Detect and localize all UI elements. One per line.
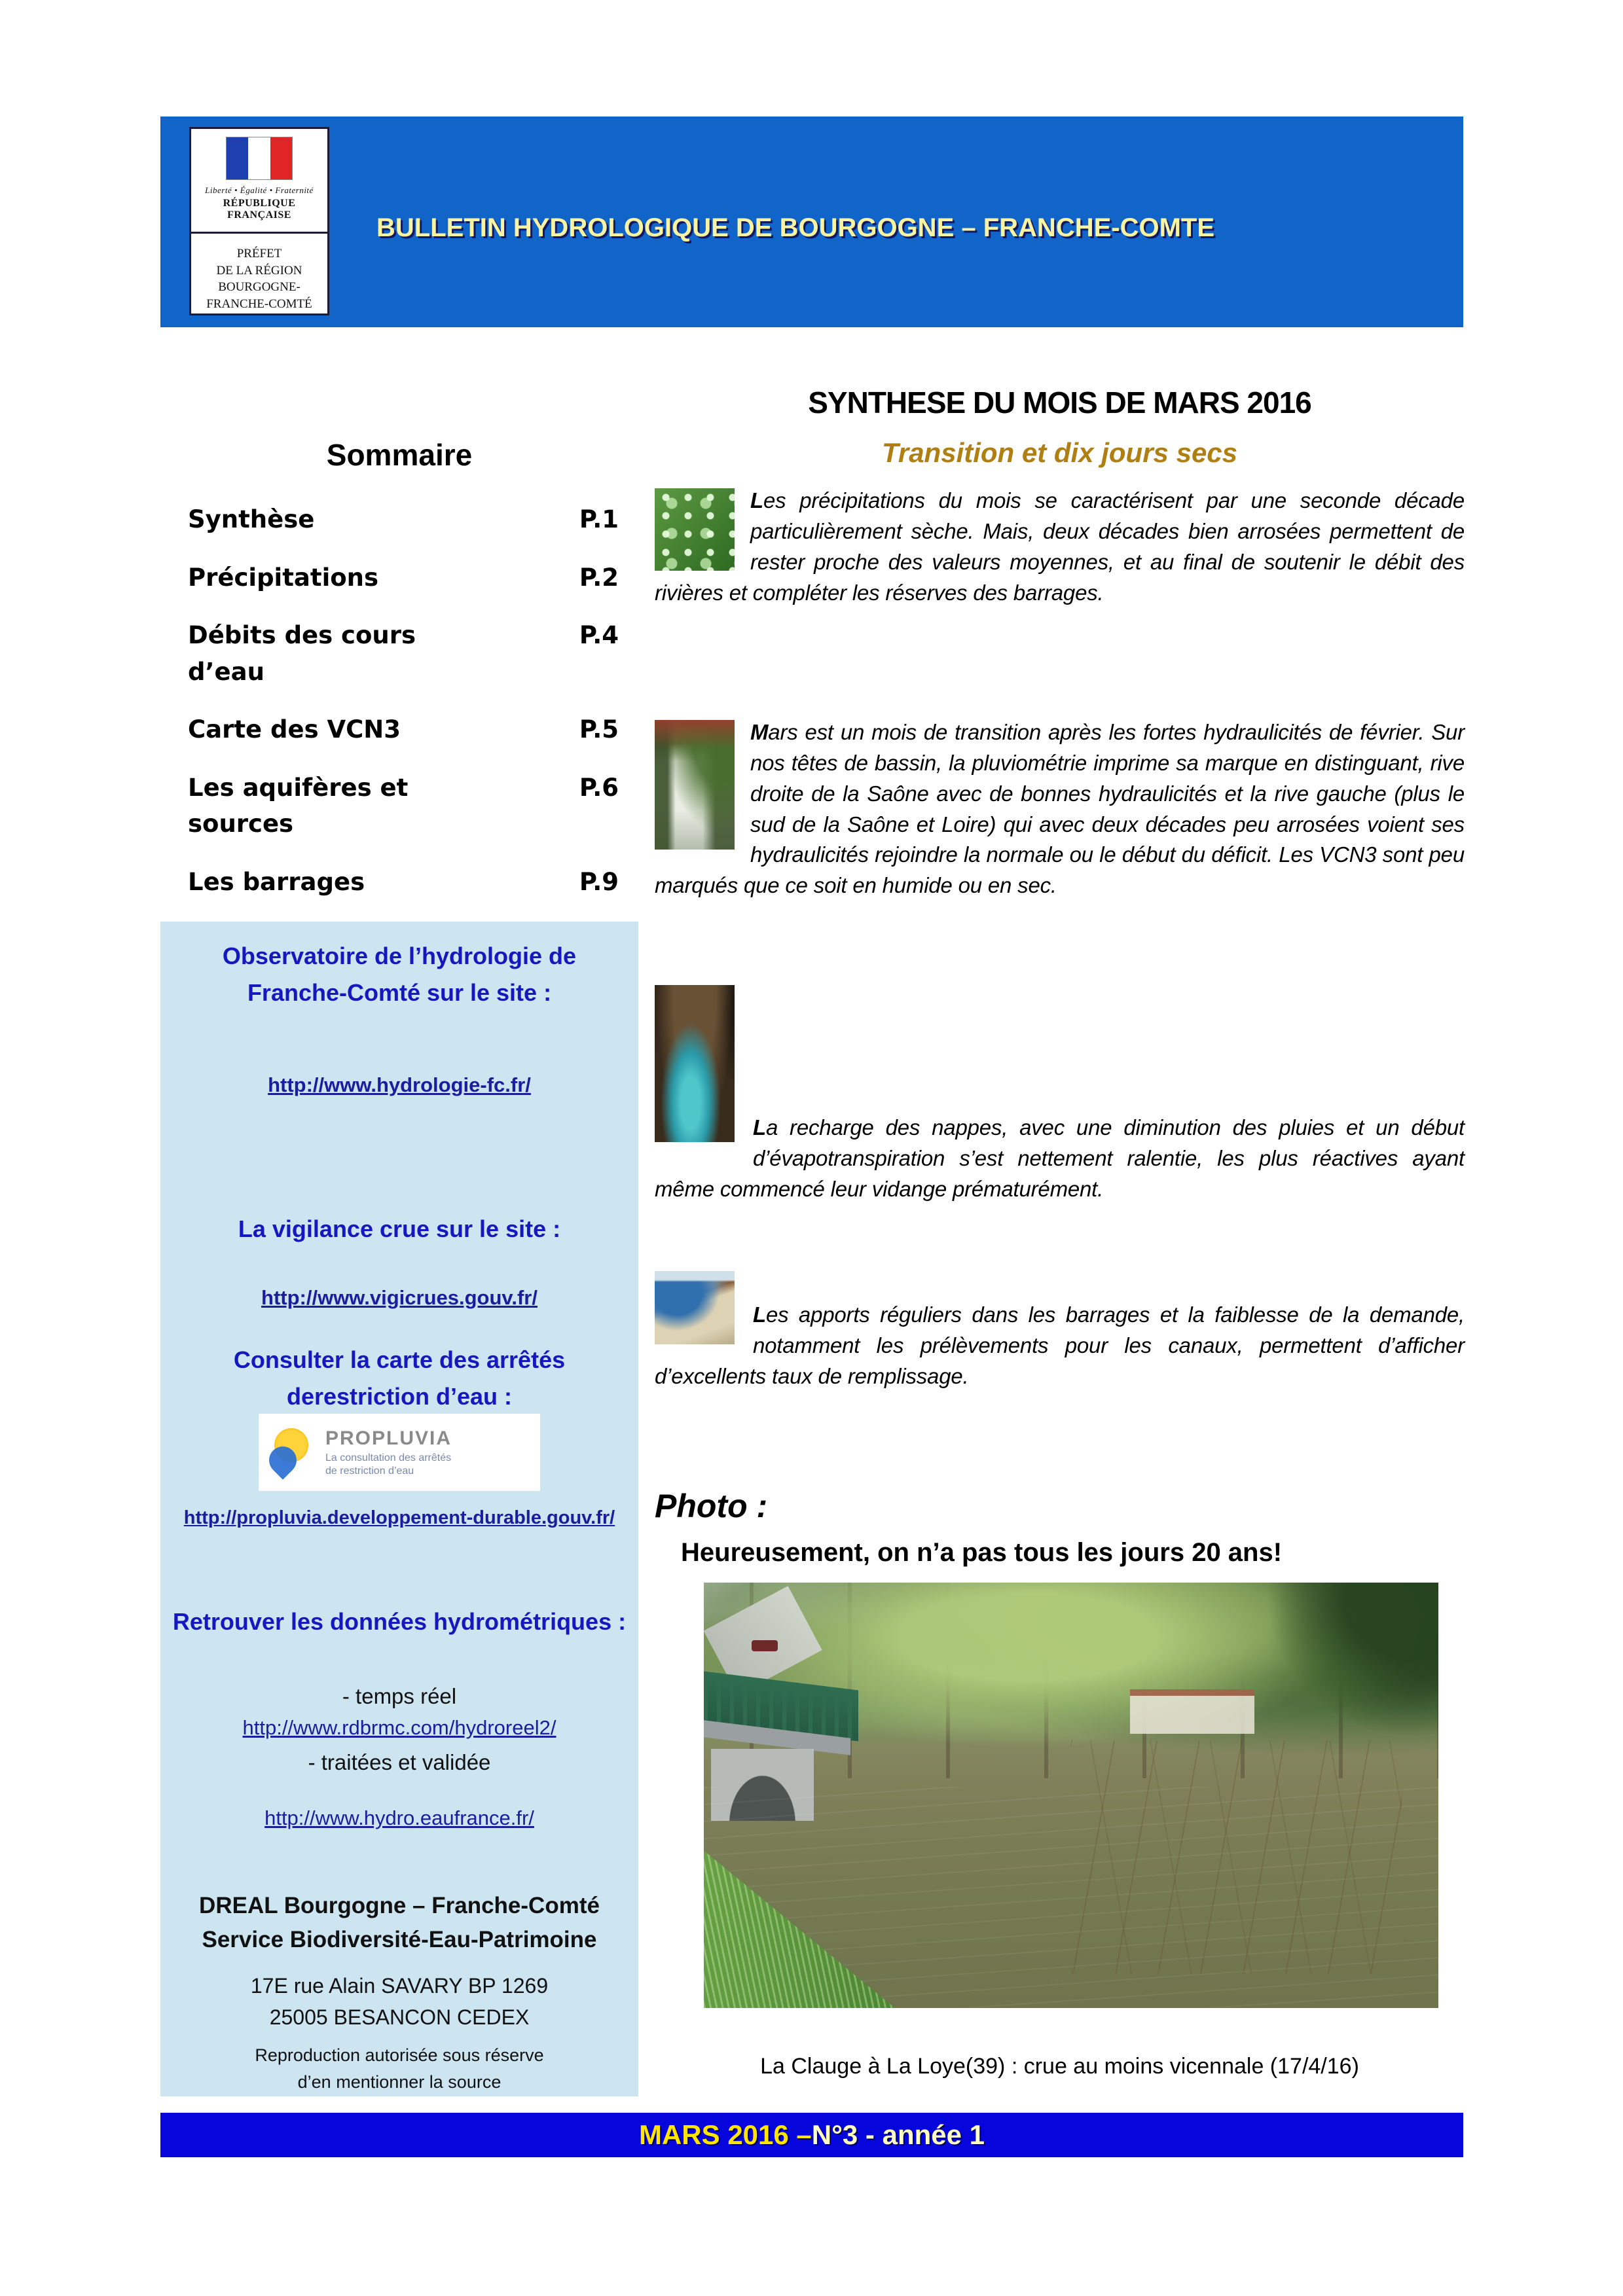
- sommaire-item-label: Synthèse: [188, 505, 315, 533]
- paragraph-lead-letter: L: [753, 1115, 766, 1139]
- paragraph-barrages: [655, 1300, 1465, 1392]
- hydroreel-link[interactable]: http://www.rdbrmc.com/hydroreel2/: [242, 1716, 556, 1739]
- traitees-label: - traitées et validée: [308, 1750, 491, 1774]
- propluvia-link-wrap: [160, 1507, 638, 1529]
- sommaire-item-barrages[interactable]: [188, 864, 619, 901]
- prefet-line: BOURGOGNE-: [218, 280, 301, 295]
- propluvia-tagline-line: de restriction d’eau: [325, 1465, 414, 1477]
- traitees-link-wrap: [160, 1806, 638, 1830]
- waterfall-thumbnail-image: [655, 720, 735, 850]
- footer-issue-number: N°3 - année 1: [811, 2119, 985, 2150]
- flood-photo-la-clauge: [704, 1583, 1438, 2008]
- propluvia-logo[interactable]: [259, 1414, 540, 1491]
- photo-heading: Photo :: [655, 1488, 768, 1524]
- dreal-line2: Service Biodiversité-Eau-Patrimoine: [202, 1927, 597, 1952]
- header-band: [160, 117, 1463, 327]
- photo-caption: La Clauge à La Loye(39) : crue au moins vicennale (17/4/16): [760, 2054, 1359, 2079]
- sommaire-item-page: P.1: [579, 505, 619, 533]
- sommaire-item-synthese[interactable]: [188, 501, 619, 538]
- sommaire-item-label: Les barrages: [188, 867, 365, 896]
- footer-issue-month: MARS 2016 –: [638, 2119, 812, 2150]
- bulletin-title: BULLETIN HYDROLOGIQUE DE BOURGOGNE – FRANCHE-COMTE: [376, 213, 1215, 242]
- photo-car: [752, 1640, 778, 1651]
- photo-foreground-twigs: [1071, 1740, 1402, 1975]
- sommaire-item-page: P.5: [579, 715, 619, 744]
- sommaire-item-precipitations[interactable]: [188, 560, 619, 596]
- vigicrues-link[interactable]: http://www.vigicrues.gouv.fr/: [261, 1286, 538, 1309]
- prefet-label: [191, 234, 327, 313]
- vigilance-link-wrap: [160, 1286, 638, 1310]
- logo-motto: Liberté • Égalité • Fraternité: [205, 185, 314, 195]
- temps-reel-link-wrap: [160, 1716, 638, 1740]
- text-wrap-spacer: [655, 1113, 753, 1147]
- observatoire-link-wrap: [160, 1073, 638, 1097]
- paragraph-nappes: [655, 1113, 1465, 1205]
- sommaire-item-debits[interactable]: [188, 617, 619, 690]
- hydrologie-fc-link[interactable]: http://www.hydrologie-fc.fr/: [268, 1073, 531, 1096]
- paragraph-lead-letter: L: [753, 1302, 766, 1327]
- propluvia-link[interactable]: http://propluvia.developpement-durable.gouv.fr/: [183, 1507, 615, 1528]
- sommaire-item-label: Carte des VCN3: [188, 715, 401, 744]
- prefet-line: FRANCHE-COMTÉ: [206, 296, 312, 311]
- sommaire-list: [188, 501, 619, 922]
- sommaire-item-page: P.2: [579, 563, 619, 592]
- prefet-line: DE LA RÉGION: [216, 263, 302, 278]
- temps-reel-label: - temps réel: [342, 1684, 457, 1708]
- synthese-title: SYNTHESE DU MOIS DE MARS 2016: [808, 386, 1311, 420]
- paragraph-text: es apports réguliers dans les barrages et la faiblesse de la demande, notamment les prélèvements pour les canaux, permettent d’afficher d’excellents taux de remplissage.: [655, 1302, 1465, 1388]
- sidebar-links-panel: [160, 922, 638, 2096]
- sun-drop-icon: [265, 1427, 316, 1478]
- logo-republic: RÉPUBLIQUE FRANÇAISE: [223, 198, 296, 221]
- photo-subheading: Heureusement, on n’a pas tous les jours 20 ans!: [681, 1538, 1283, 1567]
- reproduction-note: Reproduction autorisée sous réserve d’en mentionner la source: [255, 2045, 544, 2092]
- observatoire-heading: Observatoire de l’hydrologie de Franche-Comté sur le site :: [222, 942, 577, 1006]
- propluvia-tagline: [325, 1452, 452, 1478]
- paragraph-debits: [655, 717, 1465, 901]
- logo-top-cell: [191, 129, 327, 234]
- propluvia-name: PROPLUVIA: [325, 1427, 452, 1449]
- sommaire-item-page: P.4: [579, 621, 619, 649]
- republique-francaise-logo: [189, 127, 329, 315]
- paragraph-lead-letter: L: [750, 488, 763, 512]
- droplets-thumbnail-image: [655, 488, 735, 571]
- hydro-eaufrance-link[interactable]: http://www.hydro.eaufrance.fr/: [264, 1806, 534, 1829]
- restriction-heading: Consulter la carte des arrêtés derestriction d’eau :: [233, 1346, 566, 1410]
- paragraph-text: ars est un mois de transition après les fortes hydraulicités de février. Sur nos têtes de bassin, la pluviométrie imprime sa marque en distinguant, rive droite de la Saône avec de bonnes hydraulicités et la rive gauche (plus le sud de la Saône et Loire) qui avec deux décades peu arrosées voient ses hydraulicités rejoindre la normale ou le début du déficit. Les VCN3 sont peu marqués que ce soit en humide ou en sec.: [655, 720, 1465, 898]
- sommaire-item-page: P.9: [579, 867, 619, 896]
- footer-band: [160, 2113, 1463, 2157]
- address-line2: 25005 BESANCON CEDEX: [269, 2005, 530, 2029]
- dreal-line1: DREAL Bourgogne – Franche-Comté: [199, 1893, 600, 1918]
- propluvia-logo-text: [325, 1427, 452, 1478]
- prefet-line: PRÉFET: [236, 247, 282, 260]
- sommaire-item-page: P.6: [579, 773, 619, 802]
- paragraph-text: es précipitations du mois se caractérisent par une seconde décade particulièrement sèche. Mais, deux décades bien arrosées permettent de rester proche des valeurs moyennes, et au final de soutenir le débit des rivières et compléter les réserves des barrages.: [655, 488, 1465, 605]
- paragraph-lead-letter: M: [750, 720, 769, 744]
- sommaire-item-vcn3[interactable]: [188, 711, 619, 748]
- sommaire-item-label: Précipitations: [188, 563, 379, 592]
- sommaire-title: Sommaire: [326, 438, 473, 472]
- propluvia-tagline-line: La consultation des arrêtés: [325, 1452, 452, 1463]
- text-wrap-spacer: [655, 1300, 753, 1335]
- paragraph-text: a recharge des nappes, avec une diminution des pluies et un début d’évapotranspiration s’est nettement ralentie, les plus réactives ayant même commencé leur vidange prématurément.: [655, 1115, 1465, 1201]
- paragraph-precipitations: [655, 486, 1465, 608]
- address-line1: 17E rue Alain SAVARY BP 1269: [250, 1974, 549, 1998]
- synthese-subtitle: Transition et dix jours secs: [881, 437, 1238, 468]
- donnees-heading: Retrouver les données hydrométriques :: [172, 1608, 627, 1635]
- sommaire-item-label: Les aquifères et sources: [188, 773, 409, 838]
- sommaire-item-aquiferes[interactable]: [188, 770, 619, 842]
- vigilance-heading: La vigilance crue sur le site :: [238, 1215, 561, 1242]
- french-flag-icon: [226, 137, 293, 180]
- sommaire-item-label: Débits des cours d’eau: [188, 621, 416, 686]
